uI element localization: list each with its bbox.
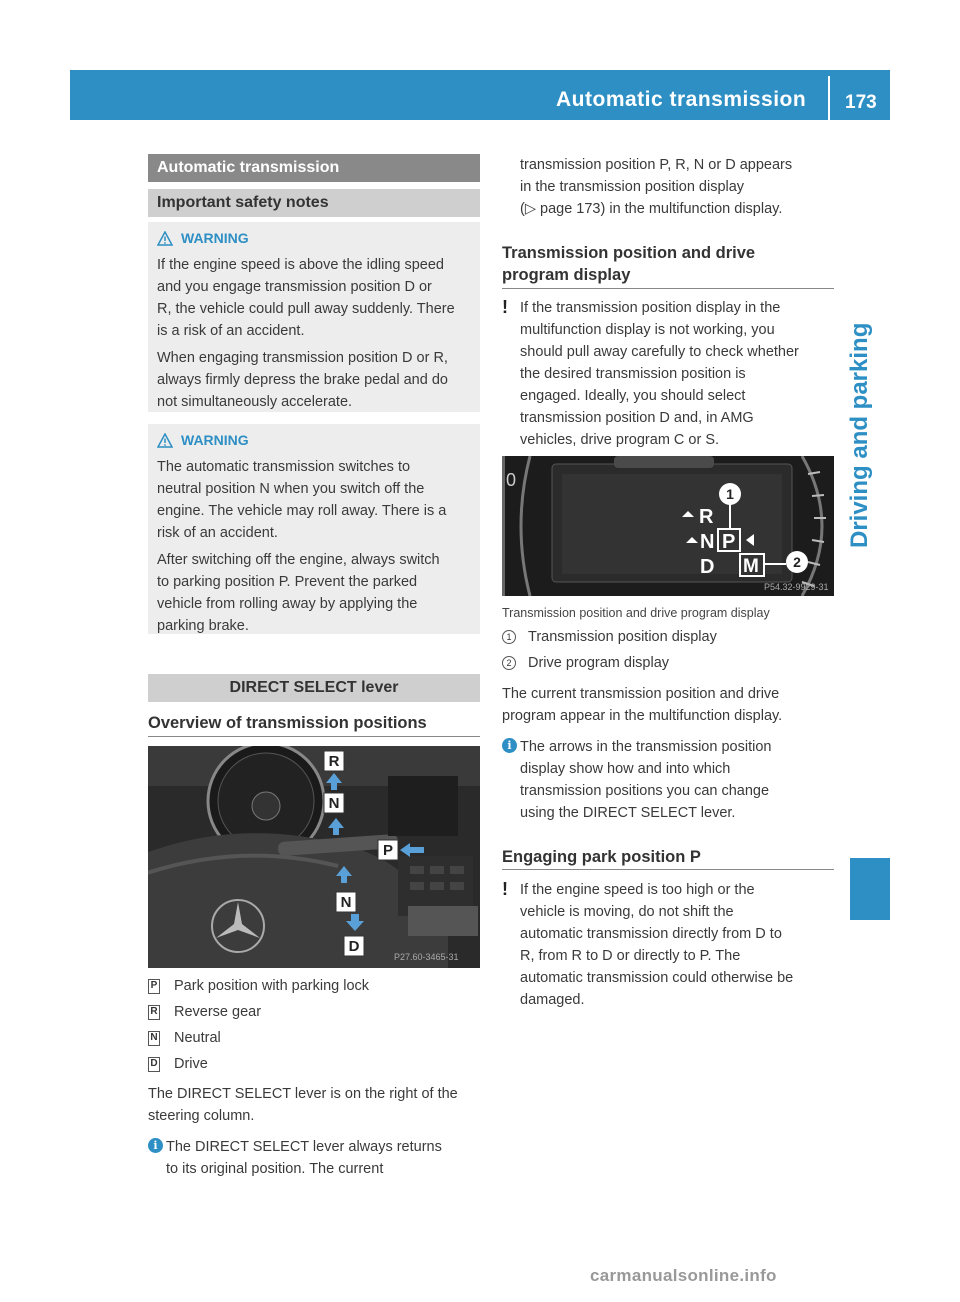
info-icon: i (148, 1138, 163, 1153)
warning-label: WARNING (181, 230, 249, 246)
text-line: vehicles, drive program C or S. (520, 432, 720, 448)
legend-text: Drive program display (528, 655, 670, 671)
text-line: The current transmission position and drive (502, 686, 780, 702)
display-heading (502, 242, 755, 286)
text-line: to its original position. The current (166, 1161, 384, 1177)
text-line: (▷ page 173) in the multifunction display. (520, 201, 783, 217)
text-line: When engaging transmission position D or R, (157, 350, 448, 366)
text-line: is a risk of an accident. (157, 323, 305, 339)
text-line: program display (502, 266, 631, 284)
header-title: Automatic transmission (556, 88, 807, 111)
display-image-caption: Transmission position and drive program display (502, 606, 770, 620)
heading-rule (502, 869, 834, 870)
text-line: steering column. (148, 1108, 255, 1124)
text-line: always firmly depress the brake pedal and do (157, 372, 448, 388)
warning-header (157, 230, 249, 246)
lever-label-p: P (382, 842, 394, 859)
display-image (502, 456, 834, 596)
heading-rule (502, 288, 834, 289)
note-lever-return (148, 1136, 484, 1180)
text-line: damaged. (520, 992, 585, 1008)
caution-icon: ! (502, 879, 508, 899)
warning-triangle-icon (157, 433, 173, 448)
text-line: parking brake. (157, 618, 249, 634)
lever-label-r: R (328, 753, 340, 770)
header-separator (828, 76, 830, 120)
text-line: using the DIRECT SELECT lever. (520, 805, 736, 821)
key-p-icon: P (148, 979, 160, 994)
lever-position-paragraph (148, 1083, 484, 1127)
key-d-icon: D (148, 1057, 160, 1072)
lever-label-d: D (348, 938, 360, 955)
text-line: vehicle from rolling away by applying the (157, 596, 418, 612)
text-line: risk of an accident. (157, 525, 278, 541)
legend-item (148, 1001, 261, 1023)
page-number: 173 (845, 92, 877, 113)
text-line: to parking position P. Prevent the parked (157, 574, 418, 590)
legend-item (148, 1053, 208, 1075)
warning-header (157, 432, 249, 448)
text-line: automatic transmission directly from D to (520, 926, 782, 942)
text-line: transmission positions you can change (520, 783, 770, 799)
side-tab-marker (850, 858, 890, 920)
text-line: If the transmission position display in the (520, 300, 781, 316)
note-display-not-working (502, 297, 840, 451)
continued-note (520, 154, 840, 220)
warning-text-1 (157, 254, 482, 413)
text-line: engaged. Ideally, you should select (520, 388, 746, 404)
text-line: automatic transmission could otherwise be (520, 970, 794, 986)
lever-image (148, 746, 480, 968)
svg-text:0: 0 (506, 470, 517, 490)
text-line: The DIRECT SELECT lever is on the right of the (148, 1086, 458, 1102)
text-line: vehicle is moving, do not shift the (520, 904, 734, 920)
legend-text: Drive (174, 1056, 208, 1072)
callout-2-icon: 2 (502, 656, 516, 670)
legend-text: Park position with parking lock (174, 978, 370, 994)
legend-item (148, 1027, 221, 1049)
text-line: transmission position P, R, N or D appears (520, 157, 793, 173)
warning-triangle-icon (157, 231, 173, 246)
display-label-p: P (722, 531, 736, 553)
text-line: After switching off the engine, always switch (157, 552, 440, 568)
side-tab (846, 248, 886, 548)
text-line: The automatic transmission switches to (157, 459, 411, 475)
info-icon: i (502, 738, 517, 753)
text-line: engine. The vehicle may roll away. There is a (157, 503, 447, 519)
callout-1-icon: 1 (502, 630, 516, 644)
lever-section-title: DIRECT SELECT lever (148, 674, 480, 702)
text-line: R, the vehicle could pull away suddenly. There (157, 301, 455, 317)
key-r-icon: R (148, 1005, 160, 1020)
note-arrows (502, 736, 840, 824)
text-line: in the transmission position display (520, 179, 745, 195)
text-line: The DIRECT SELECT lever always returns (166, 1139, 442, 1155)
display-label-n: N (700, 531, 715, 553)
warning-label: WARNING (181, 432, 249, 448)
warning-text-2 (157, 456, 482, 637)
caution-icon: ! (502, 297, 508, 317)
legend-item (502, 626, 717, 648)
text-line: R, from R to D or directly to P. The (520, 948, 741, 964)
text-line: If the engine speed is above the idling speed (157, 257, 444, 273)
watermark: carmanualsonline.info (590, 1266, 777, 1285)
text-line: transmission position D and, in AMG (520, 410, 754, 426)
display-image-code: P54.32-9929-31 (764, 582, 829, 592)
text-line: display show how and into which (520, 761, 731, 777)
text-line: If the engine speed is too high or the (520, 882, 755, 898)
lever-label-n-bottom: N (340, 894, 352, 911)
callout-2: 2 (793, 554, 801, 570)
text-line: and you engage transmission position D or (157, 279, 432, 295)
legend-text: Transmission position display (528, 629, 717, 645)
text-line: not simultaneously accelerate. (157, 394, 353, 410)
text-line: The arrows in the transmission position (520, 739, 772, 755)
legend-item (148, 975, 369, 997)
key-n-icon: N (148, 1031, 160, 1046)
display-label-m: M (743, 556, 759, 577)
legend-text: Reverse gear (174, 1004, 262, 1020)
heading-rule (148, 736, 480, 737)
park-heading: Engaging park position P (502, 848, 701, 866)
legend-text: Neutral (174, 1030, 221, 1046)
text-line: Transmission position and drive (502, 244, 756, 262)
section-title: Automatic transmission (148, 154, 480, 182)
callout-1: 1 (726, 486, 734, 502)
warning-box-1 (148, 222, 480, 412)
note-park-caution (502, 879, 840, 1011)
current-position-paragraph (502, 683, 840, 727)
text-line: neutral position N when you switch off the (157, 481, 425, 497)
side-tab-label: Driving and parking (846, 322, 873, 548)
text-line: multifunction display is not working, you (520, 322, 775, 338)
warning-box-2 (148, 424, 480, 634)
text-line: the desired transmission position is (520, 366, 746, 382)
display-label-r: R (699, 506, 714, 528)
lever-label-n-top: N (328, 795, 340, 812)
text-line: should pull away carefully to check whether (520, 344, 799, 360)
overview-heading: Overview of transmission positions (148, 714, 427, 732)
lever-image-code: P27.60-3465-31 (394, 952, 459, 962)
subsection-title: Important safety notes (148, 189, 480, 217)
text-line: program appear in the multifunction display. (502, 708, 783, 724)
display-label-d: D (700, 556, 715, 578)
legend-item (502, 652, 669, 674)
